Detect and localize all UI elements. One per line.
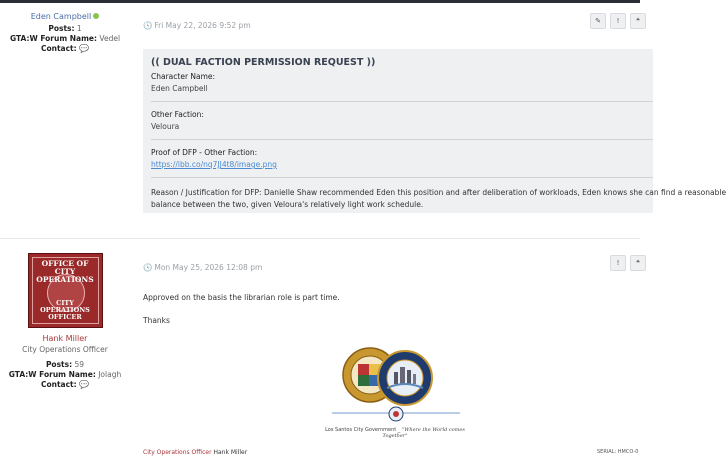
author-rank: City Operations Officer — [22, 345, 108, 354]
profile-contact — [0, 380, 130, 390]
request-panel — [143, 49, 726, 213]
faction-label: Other Faction: — [151, 110, 204, 119]
profile-label: Posts: — [48, 24, 75, 33]
profile-forum-name — [0, 370, 130, 380]
profile-value[interactable]: 59 — [74, 360, 85, 369]
contact-icon[interactable]: 💬 — [79, 380, 90, 389]
post-profile — [0, 253, 130, 390]
reason-line: balance between the two, given Veloura's relatively light work schedule. — [151, 200, 424, 209]
character-label: Character Name: — [151, 72, 216, 81]
post-date-text[interactable]: Fri May 22, 2026 9:52 pm — [154, 21, 251, 30]
avatar-top-text — [29, 260, 102, 284]
caption-main: Los Santos City Government _ — [325, 427, 401, 433]
avatar-text-line: CITY — [56, 299, 74, 307]
caption-quote: "Where the World comes Together" — [382, 427, 465, 439]
quote-icon: ❝ — [636, 259, 640, 267]
profile-value[interactable]: 1 — [76, 24, 82, 33]
avatar-text-line: OPERATIONS OFFICER — [40, 306, 90, 321]
city-seals-logo — [320, 340, 470, 440]
post-2 — [0, 240, 640, 454]
profile-posts — [0, 24, 130, 34]
profile-label: Contact: — [40, 380, 77, 389]
profile-value: Jolagh — [98, 370, 122, 379]
quote-button[interactable] — [630, 255, 646, 271]
author-name-link[interactable]: Hank Miller — [42, 334, 88, 343]
contact-icon[interactable]: 💬 — [79, 44, 90, 53]
post-actions — [590, 13, 646, 29]
signature-image — [320, 340, 470, 440]
clock-icon: 🕓 — [143, 21, 153, 30]
post-date — [143, 263, 262, 272]
reason-text — [151, 187, 726, 211]
proof-link[interactable]: https://ibb.co/nq7JJ4t8/image.png — [151, 160, 277, 169]
profile-posts — [0, 360, 130, 370]
avatar-bottom-text — [29, 300, 102, 321]
quote-button[interactable] — [630, 13, 646, 29]
profile-label: Contact: — [40, 44, 77, 53]
profile-label: Posts: — [45, 360, 73, 369]
faction-value: Veloura — [151, 122, 180, 131]
post-date-text[interactable]: Mon May 25, 2026 12:08 pm — [154, 263, 263, 272]
edit-button[interactable] — [590, 13, 606, 29]
profile-forum-name — [0, 34, 130, 44]
profile-contact — [0, 44, 130, 54]
request-title: (( DUAL FACTION PERMISSION REQUEST )) — [151, 57, 376, 68]
divider — [151, 139, 653, 140]
serial-text: SERIAL: HMCO-0 — [597, 449, 639, 455]
online-status-icon — [93, 13, 99, 19]
profile-value: Vedel — [99, 34, 121, 43]
report-button[interactable] — [610, 255, 626, 271]
exclamation-icon: ! — [616, 259, 620, 267]
signature-caption — [320, 427, 470, 439]
divider — [151, 177, 653, 178]
signature-footer — [143, 449, 247, 456]
pencil-icon: ✎ — [595, 17, 601, 25]
profile-label: GTA:W Forum Name: — [9, 34, 98, 43]
avatar-text-line: CITY OPERATIONS — [36, 267, 94, 284]
footer-name: Hank Miller — [213, 449, 248, 456]
quote-icon: ❝ — [636, 17, 640, 25]
profile-label: GTA:W Forum Name: — [8, 370, 96, 379]
author-name-link[interactable]: Eden Campbell — [30, 12, 92, 21]
post-separator — [0, 238, 640, 239]
proof-label: Proof of DFP - Other Faction: — [151, 148, 258, 157]
report-button[interactable] — [610, 13, 626, 29]
post-actions — [610, 255, 646, 271]
avatar[interactable] — [28, 253, 103, 328]
post-body-line: Approved on the basis the librarian role is part time. — [143, 293, 340, 302]
character-value: Eden Campbell — [151, 84, 208, 93]
clock-icon: 🕓 — [143, 263, 153, 272]
footer-role: City Operations Officer — [143, 449, 212, 456]
post-body-line: Thanks — [143, 316, 170, 325]
post-1 — [0, 3, 726, 228]
post-profile — [0, 12, 130, 54]
divider — [151, 101, 653, 102]
exclamation-icon: ! — [616, 17, 620, 25]
avatar-text-line: OFFICE OF — [41, 259, 89, 268]
post-date — [143, 21, 251, 30]
reason-line: Reason / Justification for DFP: Danielle Shaw recommended Eden this position and after deliberation of workloads, Eden knows she can find a reasonable — [151, 188, 726, 197]
